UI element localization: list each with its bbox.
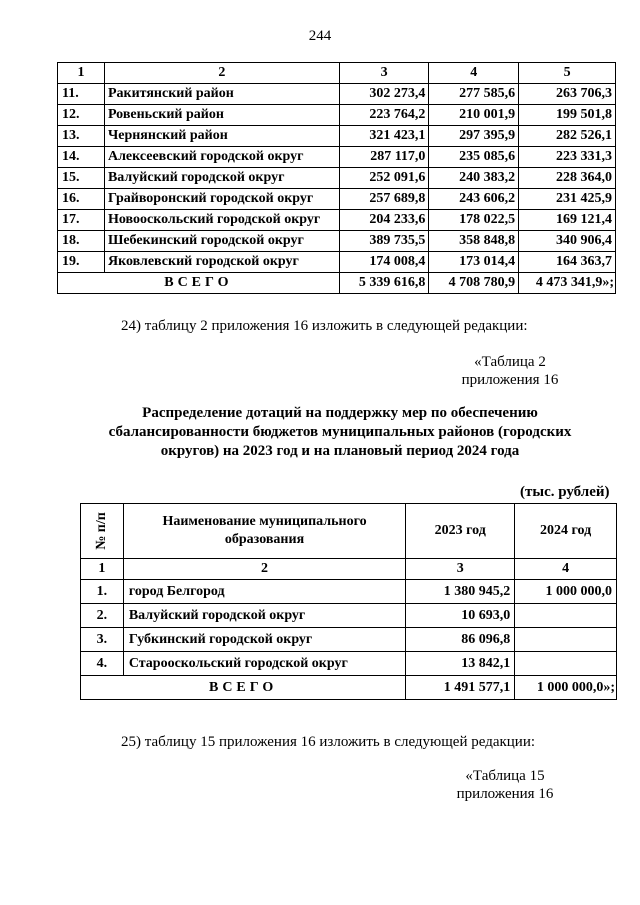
table-header-row (81, 504, 617, 559)
column-number-3: 3 (406, 559, 515, 580)
table2-title-line3: округов) на 2023 год и на плановый период 2024 года (160, 443, 520, 459)
row-value-col4: 235 085,6 (429, 147, 519, 168)
row-value-col3: 257 689,8 (339, 189, 429, 210)
row-number: 16. (58, 189, 105, 210)
row-value-col3: 174 008,4 (339, 252, 429, 273)
table-row (81, 580, 617, 604)
column-number-4: 4 (515, 559, 617, 580)
table2-caption-line2: приложения 16 (461, 372, 559, 388)
row-number: 1. (81, 580, 124, 604)
table-row (58, 189, 616, 210)
row-name: Чернянский район (104, 126, 339, 147)
row-value-col5: 263 706,3 (519, 84, 616, 105)
page-number: 244 (308, 28, 332, 44)
row-number: 13. (58, 126, 105, 147)
row-value-2023: 13 842,1 (406, 652, 515, 676)
row-value-col3: 321 423,1 (339, 126, 429, 147)
row-value-col3: 252 091,6 (339, 168, 429, 189)
header-name-line1: Наименование муниципального (162, 514, 367, 529)
row-number: 3. (81, 628, 124, 652)
total-label: ВСЕГО (58, 273, 340, 294)
row-value-col4: 277 585,6 (429, 84, 519, 105)
total-value-col3: 5 339 616,8 (339, 273, 429, 294)
row-value-2024 (515, 652, 617, 676)
units-label: (тыс. рублей) (520, 484, 610, 500)
row-name: Старооскольский городской округ (123, 652, 405, 676)
table2-title-line2: сбалансированности бюджетов муниципальных районов (городских (108, 424, 572, 440)
row-value-col4: 173 014,4 (429, 252, 519, 273)
row-value-col4: 178 022,5 (429, 210, 519, 231)
row-value-col4: 243 606,2 (429, 189, 519, 210)
row-value-col4: 358 848,8 (429, 231, 519, 252)
column-number-2: 2 (104, 63, 339, 84)
row-value-col3: 223 764,2 (339, 105, 429, 126)
table-row (58, 252, 616, 273)
row-number: 12. (58, 105, 105, 126)
row-value-col5: 340 906,4 (519, 231, 616, 252)
table-row (58, 147, 616, 168)
table-header-row (58, 63, 616, 84)
header-number (81, 504, 124, 559)
row-number: 19. (58, 252, 105, 273)
row-name: Валуйский городской округ (123, 604, 405, 628)
header-name-line2: образования (224, 532, 305, 547)
row-number: 18. (58, 231, 105, 252)
column-number-5: 5 (519, 63, 616, 84)
row-value-col4: 210 001,9 (429, 105, 519, 126)
table-row (58, 168, 616, 189)
row-name: Шебекинский городской округ (104, 231, 339, 252)
row-name: Ровеньский район (104, 105, 339, 126)
table-row (58, 210, 616, 231)
header-name (123, 504, 405, 559)
table2-caption-line1: «Таблица 2 (474, 354, 546, 370)
table-total-row (81, 676, 617, 700)
row-value-2023: 86 096,8 (406, 628, 515, 652)
row-name: Яковлевский городской округ (104, 252, 339, 273)
row-value-col5: 199 501,8 (519, 105, 616, 126)
row-value-2024 (515, 628, 617, 652)
row-number: 15. (58, 168, 105, 189)
total-value-col4: 4 708 780,9 (429, 273, 519, 294)
total-value-2024: 1 000 000,0»; (515, 676, 617, 700)
row-value-2024: 1 000 000,0 (515, 580, 617, 604)
total-value-2023: 1 491 577,1 (406, 676, 515, 700)
row-number: 11. (58, 84, 105, 105)
row-value-col5: 223 331,3 (519, 147, 616, 168)
row-number: 4. (81, 652, 124, 676)
row-value-col5: 169 121,4 (519, 210, 616, 231)
row-name: Губкинский городской округ (123, 628, 405, 652)
total-label: ВСЕГО (81, 676, 406, 700)
row-value-2023: 1 380 945,2 (406, 580, 515, 604)
row-value-col5: 231 425,9 (519, 189, 616, 210)
row-value-col5: 228 364,0 (519, 168, 616, 189)
row-value-col3: 389 735,5 (339, 231, 429, 252)
column-number-2: 2 (123, 559, 405, 580)
row-number: 14. (58, 147, 105, 168)
column-number-1: 1 (58, 63, 105, 84)
row-value-col3: 302 273,4 (339, 84, 429, 105)
row-value-2024 (515, 604, 617, 628)
row-value-col3: 204 233,6 (339, 210, 429, 231)
row-name: Ракитянский район (104, 84, 339, 105)
paragraph-25: 25) таблицу 15 приложения 16 изложить в следующей редакции: (121, 734, 536, 750)
row-name: Новооскольский городской округ (104, 210, 339, 231)
column-number-1: 1 (81, 559, 124, 580)
column-number-4: 4 (429, 63, 519, 84)
row-value-col4: 297 395,9 (429, 126, 519, 147)
districts-table-continued (57, 62, 616, 294)
row-value-2023: 10 693,0 (406, 604, 515, 628)
row-value-col4: 240 383,2 (429, 168, 519, 189)
row-name: Алексеевский городской округ (104, 147, 339, 168)
table-total-row (58, 273, 616, 294)
table-row (81, 604, 617, 628)
column-number-3: 3 (339, 63, 429, 84)
header-2024: 2024 год (515, 504, 617, 559)
table-row (58, 126, 616, 147)
row-name: Грайворонский городской округ (104, 189, 339, 210)
table-row (58, 84, 616, 105)
table-row (58, 105, 616, 126)
row-value-col5: 164 363,7 (519, 252, 616, 273)
table15-caption-line1: «Таблица 15 (465, 768, 545, 784)
table15-caption-line2: приложения 16 (456, 786, 554, 802)
row-number: 2. (81, 604, 124, 628)
table-row (81, 652, 617, 676)
row-value-col5: 282 526,1 (519, 126, 616, 147)
table-row (81, 628, 617, 652)
subsidies-table (80, 503, 617, 700)
column-numbers-row (81, 559, 617, 580)
row-name: Валуйский городской округ (104, 168, 339, 189)
paragraph-24: 24) таблицу 2 приложения 16 изложить в следующей редакции: (121, 318, 528, 334)
row-number: 17. (58, 210, 105, 231)
header-number-label: № п/п (93, 512, 109, 550)
total-value-col5: 4 473 341,9»; (519, 273, 616, 294)
row-value-col3: 287 117,0 (339, 147, 429, 168)
table-row (58, 231, 616, 252)
table2-title-line1: Распределение дотаций на поддержку мер по обеспечению (142, 405, 538, 421)
header-2023: 2023 год (406, 504, 515, 559)
row-name: город Белгород (123, 580, 405, 604)
